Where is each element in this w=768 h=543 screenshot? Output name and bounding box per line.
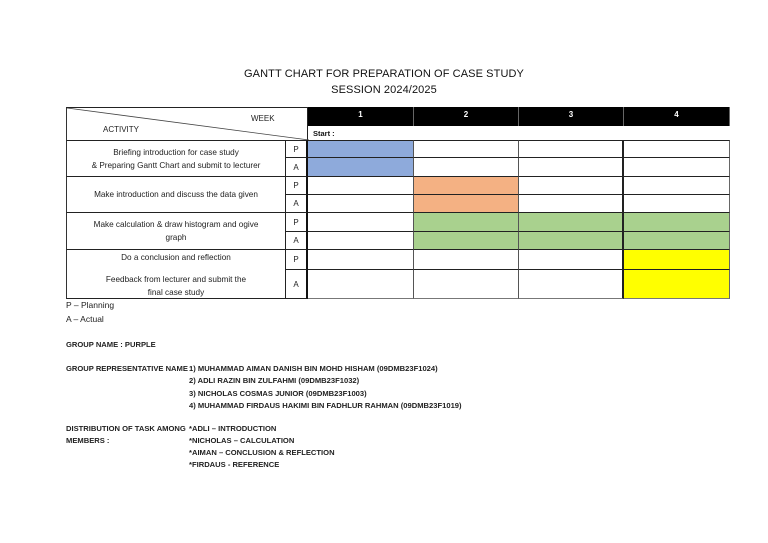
gantt-cell-week-2-filled	[414, 231, 519, 249]
gantt-cell-week-2-empty	[414, 157, 519, 176]
week-number: 2	[463, 110, 469, 119]
distribution-label-members: MEMBERS :	[66, 436, 110, 445]
gantt-cell-week-1-empty	[308, 176, 414, 194]
week-number: 1	[358, 110, 363, 119]
row-type-a: A	[286, 194, 308, 212]
activity-text: graph	[165, 233, 187, 242]
gantt-cell-week-4-empty	[624, 157, 730, 176]
week-number: 4	[674, 110, 679, 119]
gantt-cell-week-3-empty	[519, 249, 624, 269]
row-type-p: P	[286, 140, 308, 157]
gantt-cell-week-4-filled	[624, 212, 730, 231]
week-number: 3	[568, 110, 574, 119]
member-1: 1) MUHAMMAD AIMAN DANISH BIN MOHD HISHAM (09DMB23F1024)	[189, 364, 438, 373]
start-label: Start :	[313, 128, 335, 138]
row-type-a: A	[286, 231, 308, 249]
activity-label-3	[66, 212, 286, 249]
gantt-cell-week-2-empty	[414, 140, 519, 157]
gantt-cell-week-4-filled	[624, 269, 730, 299]
task-4: *FIRDAUS - REFERENCE	[189, 460, 280, 469]
gantt-cell-week-2-filled	[414, 194, 519, 212]
gantt-cell-week-4-filled	[624, 249, 730, 269]
gantt-cell-week-2-filled	[414, 176, 519, 194]
gantt-cell-week-1-empty	[308, 231, 414, 249]
week-header-label: WEEK	[251, 114, 275, 123]
activity-header-label: ACTIVITY	[103, 125, 140, 134]
distribution-label: DISTRIBUTION OF TASK AMONG	[66, 424, 186, 433]
header-activity-week-cell	[66, 107, 308, 140]
gantt-cell-week-1-filled	[308, 157, 414, 176]
week-header-2	[414, 107, 519, 126]
activity-text: Do a conclusion and reflection	[121, 253, 231, 262]
gantt-cell-week-4-filled	[624, 231, 730, 249]
gantt-cell-week-2-empty	[414, 249, 519, 269]
gantt-cell-week-2-filled	[414, 212, 519, 231]
gantt-cell-week-1-filled	[308, 140, 414, 157]
row-type-p: P	[286, 212, 308, 231]
row-type-p: P	[286, 249, 308, 269]
gantt-cell-week-2-empty	[414, 269, 519, 299]
gantt-chart-table	[66, 107, 730, 299]
gantt-cell-week-4-empty	[624, 140, 730, 157]
gantt-cell-week-3-empty	[519, 176, 624, 194]
gantt-cell-week-3-empty	[519, 140, 624, 157]
week-header-3	[519, 107, 624, 126]
gantt-cell-week-3-empty	[519, 269, 624, 299]
activity-text: Make calculation & draw histogram and ogive	[93, 220, 259, 229]
gantt-cell-week-3-empty	[519, 194, 624, 212]
member-2: 2) ADLI RAZIN BIN ZULFAHMI (09DMB23F1032)	[189, 376, 360, 385]
document-title: GANTT CHART FOR PREPARATION OF CASE STUDY	[244, 68, 524, 80]
gantt-cell-week-1-empty	[308, 269, 414, 299]
task-2: *NICHOLAS – CALCULATION	[189, 436, 295, 445]
activity-label-2	[66, 176, 286, 212]
gantt-cell-week-3-empty	[519, 157, 624, 176]
row-type-a: A	[286, 269, 308, 299]
legend-planning: P – Planning	[66, 300, 115, 310]
gantt-cell-week-1-empty	[308, 194, 414, 212]
activity-label-1	[66, 140, 286, 176]
gantt-cell-week-3-filled	[519, 212, 624, 231]
row-type-a: A	[286, 157, 308, 176]
group-name: GROUP NAME : PURPLE	[66, 340, 156, 349]
gantt-cell-week-4-empty	[624, 194, 730, 212]
gantt-cell-week-3-filled	[519, 231, 624, 249]
activity-text: final case study	[147, 288, 205, 297]
task-1: *ADLI – INTRODUCTION	[189, 424, 277, 433]
activity-text: Make introduction and discuss the data given	[94, 190, 258, 199]
gantt-cell-week-1-empty	[308, 249, 414, 269]
member-4: 4) MUHAMMAD FIRDAUS HAKIMI BIN FADHLUR RAHMAN (09DMB23F1019)	[189, 401, 462, 410]
document-subtitle: SESSION 2024/2025	[331, 84, 437, 96]
activity-text: & Preparing Gantt Chart and submit to lecturer	[91, 160, 261, 170]
activity-text: Feedback from lecturer and submit the	[105, 275, 247, 284]
legend-actual: A – Actual	[66, 314, 104, 324]
start-date-cell	[308, 126, 730, 140]
activity-label-4	[66, 249, 286, 299]
gantt-cell-week-1-empty	[308, 212, 414, 231]
gantt-cell-week-4-empty	[624, 176, 730, 194]
member-3: 3) NICHOLAS COSMAS JUNIOR (09DMB23F1003)	[189, 389, 367, 398]
row-type-p: P	[286, 176, 308, 194]
group-representative-label: GROUP REPRESENTATIVE NAME :	[66, 364, 193, 373]
week-header-1	[308, 107, 414, 126]
activity-text: Briefing introduction for case study	[113, 147, 239, 157]
task-3: *AIMAN – CONCLUSION & REFLECTION	[189, 448, 335, 457]
week-header-4	[624, 107, 730, 126]
